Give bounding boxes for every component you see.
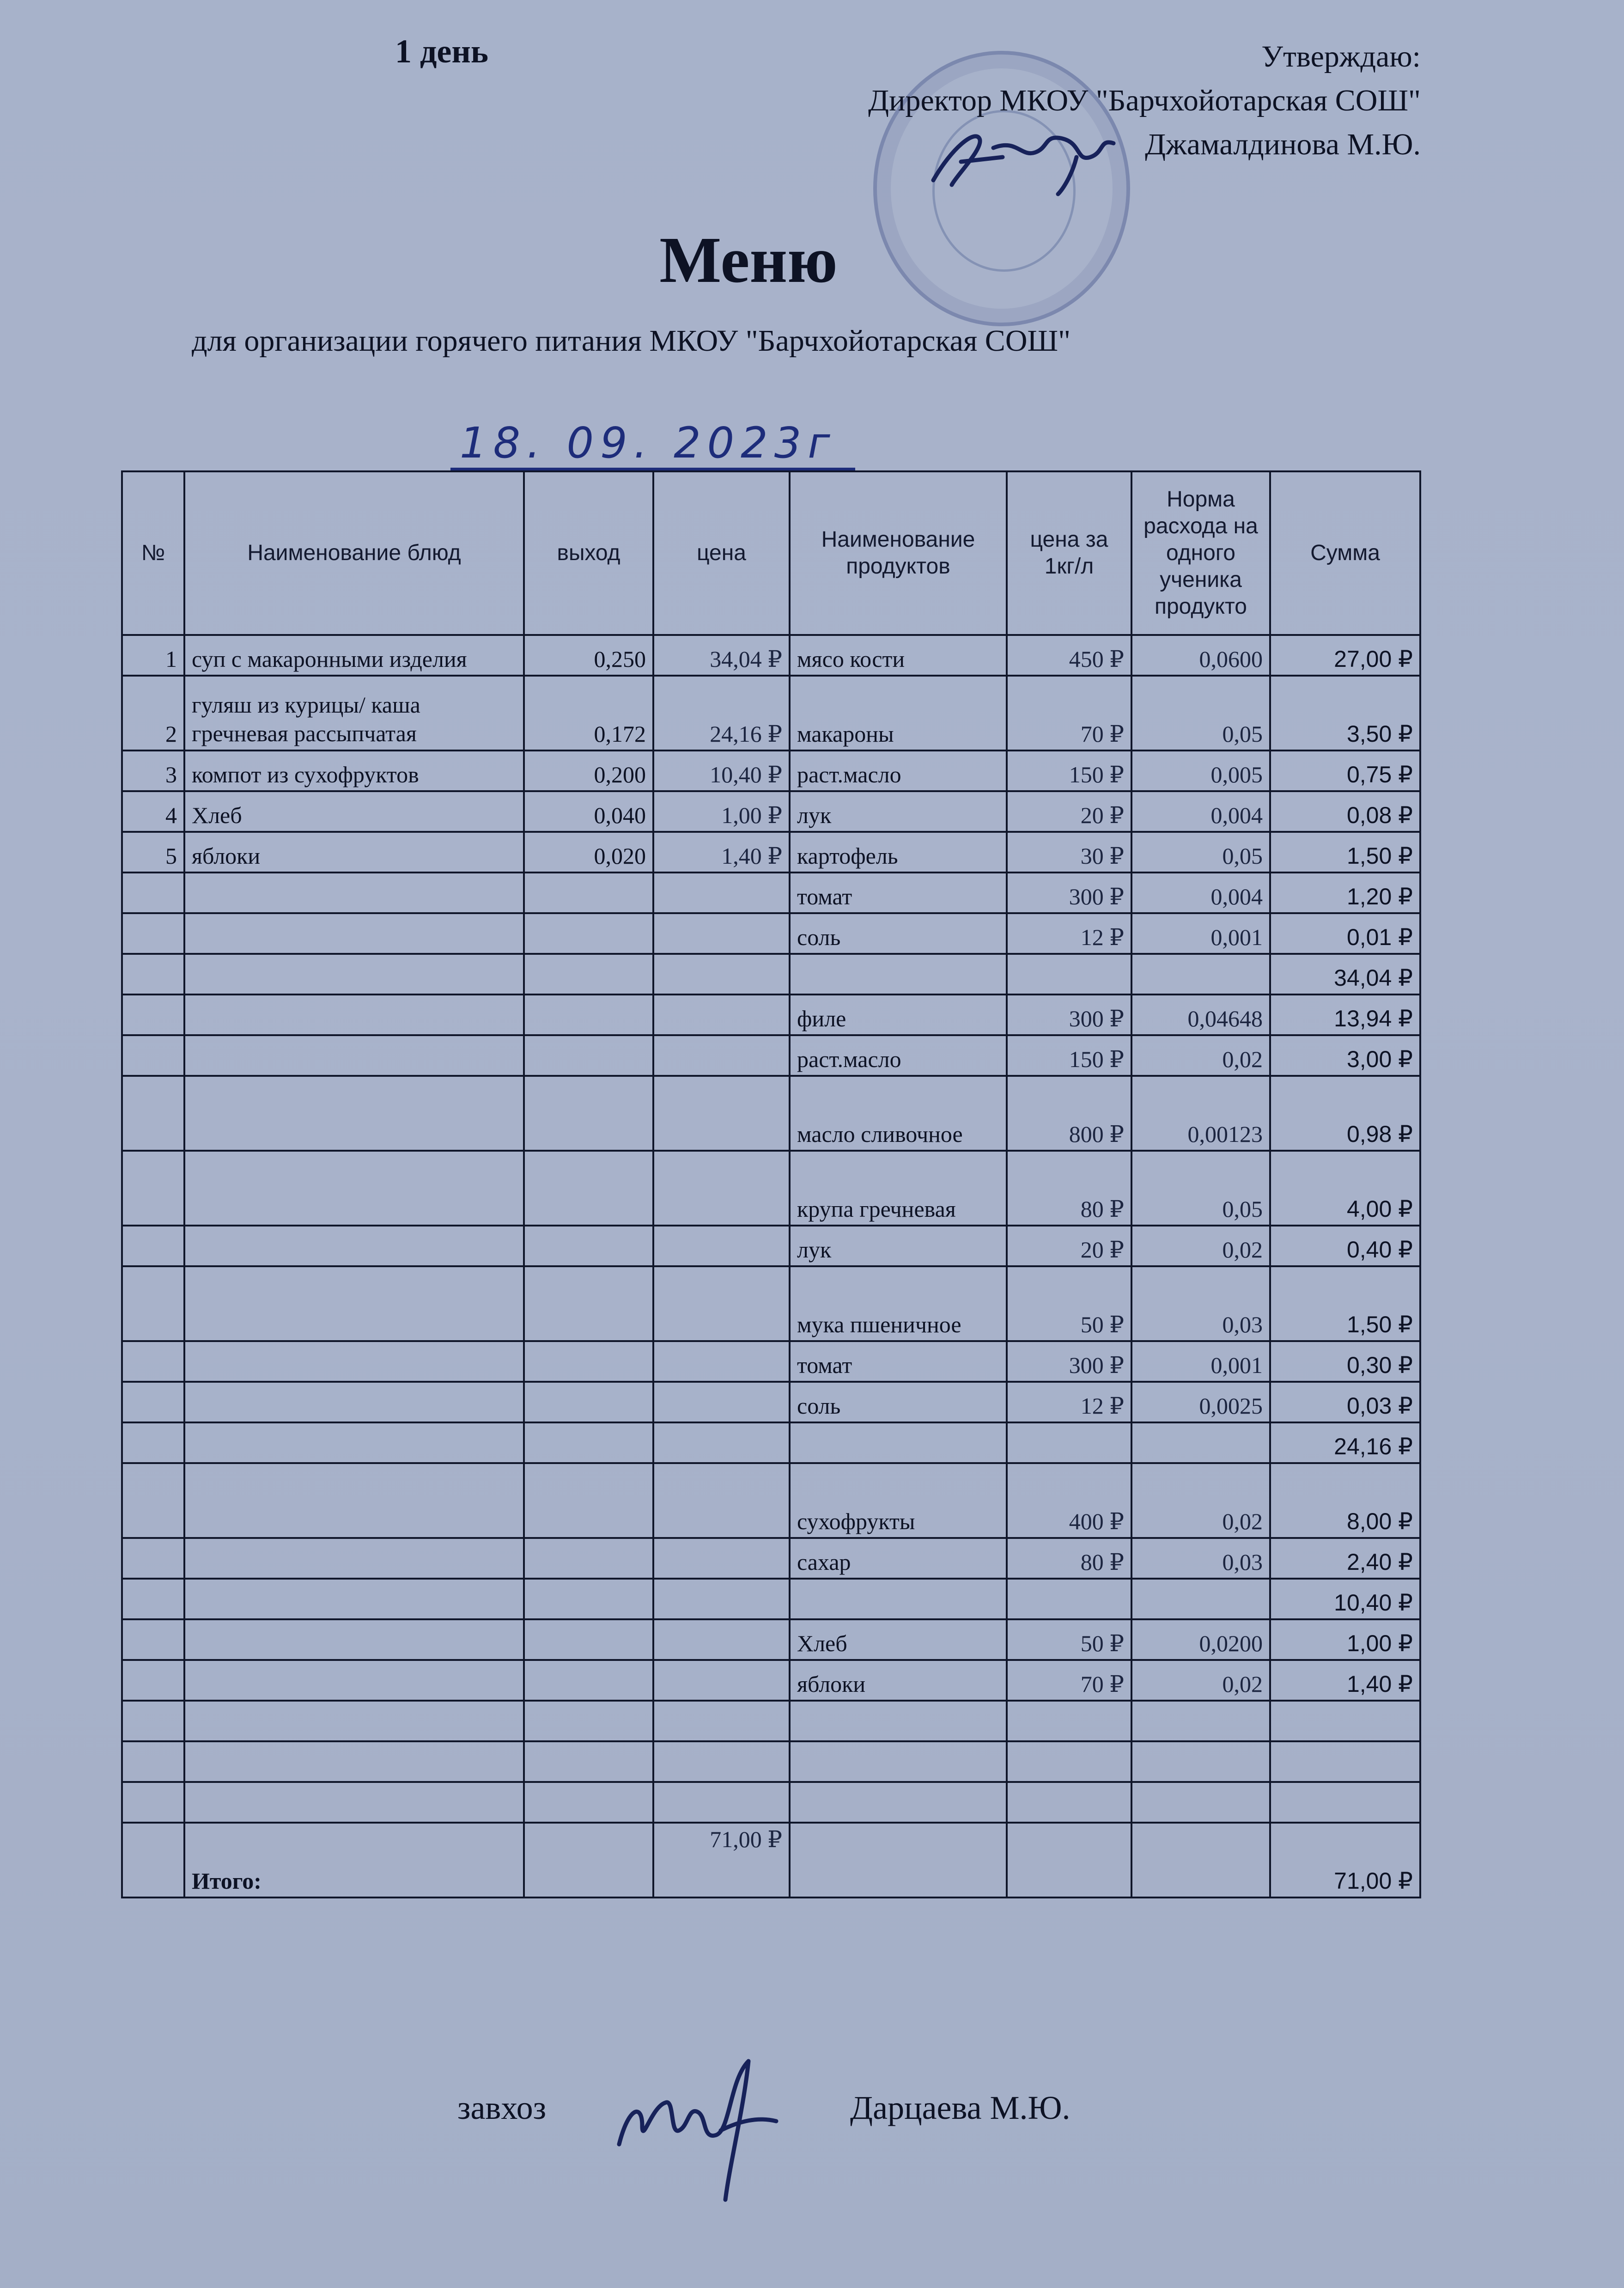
cell-dish: [184, 1619, 524, 1660]
table-row: [122, 1619, 1420, 1660]
approve-line: Директор МКОУ "Барчхойотарская СОШ": [868, 84, 1421, 117]
cell-num: [122, 1035, 184, 1076]
menu-table: [121, 470, 1421, 1898]
table-row: [122, 1382, 1420, 1422]
cell-norm: 0,001: [1131, 1341, 1270, 1382]
cell-price: [653, 1226, 790, 1266]
total-price: 71,00 ₽: [653, 1823, 790, 1898]
cell-sum: 24,16 ₽: [1270, 1422, 1420, 1463]
table-row: [122, 1076, 1420, 1151]
cell-unit-price: 300 ₽: [1007, 995, 1131, 1035]
cell-norm: 0,001: [1131, 913, 1270, 954]
cell-sum: 1,50 ₽: [1270, 1266, 1420, 1341]
table-row: [122, 1035, 1420, 1076]
total-sum: 71,00 ₽: [1270, 1823, 1420, 1898]
cell-product: крупа гречневая: [790, 1151, 1007, 1226]
cell-price: 1,40 ₽: [653, 832, 790, 872]
cell-norm: [1131, 1422, 1270, 1463]
table-row: [122, 1266, 1420, 1341]
cell-norm: 0,02: [1131, 1226, 1270, 1266]
cell-yield: 0,200: [524, 750, 653, 791]
table-header-row: [122, 471, 1420, 635]
cell-dish: [184, 1382, 524, 1422]
cell-product: лук: [790, 1226, 1007, 1266]
cell-price: [653, 1619, 790, 1660]
cell-norm: 0,004: [1131, 791, 1270, 832]
cell-unit-price: 12 ₽: [1007, 913, 1131, 954]
cell-dish: [184, 954, 524, 995]
cell-num: 2: [122, 676, 184, 750]
cell-sum: 0,08 ₽: [1270, 791, 1420, 832]
cell-dish: Хлеб: [184, 791, 524, 832]
cell-price: [653, 1701, 790, 1741]
cell-dish: [184, 1579, 524, 1619]
cell-dish: [184, 1701, 524, 1741]
cell-yield: [524, 1266, 653, 1341]
cell-unit-price: 12 ₽: [1007, 1382, 1131, 1422]
cell-dish: [184, 1782, 524, 1823]
page-title: Меню: [659, 223, 838, 296]
cell-product: [790, 1701, 1007, 1741]
cell-price: [653, 1076, 790, 1151]
cell-num: [122, 954, 184, 995]
director-signature: [924, 120, 1123, 199]
cell-sum: 27,00 ₽: [1270, 635, 1420, 676]
cell-num: [122, 1701, 184, 1741]
table-row: [122, 1151, 1420, 1226]
cell-unit-price: 70 ₽: [1007, 1660, 1131, 1701]
cell-dish: суп с макаронными изделия: [184, 635, 524, 676]
cell-yield: [524, 1226, 653, 1266]
total-row: [122, 1823, 1420, 1898]
total-cell: [1131, 1823, 1270, 1898]
cell-product: макароны: [790, 676, 1007, 750]
cell-price: [653, 1538, 790, 1579]
page-subtitle: для организации горячего питания МКОУ "Барчхойотарская СОШ": [192, 324, 1071, 358]
cell-price: 24,16 ₽: [653, 676, 790, 750]
cell-price: [653, 995, 790, 1035]
cell-num: [122, 1076, 184, 1151]
cell-product: сухофрукты: [790, 1463, 1007, 1538]
cell-sum: 1,00 ₽: [1270, 1619, 1420, 1660]
cell-yield: [524, 1422, 653, 1463]
cell-num: [122, 1741, 184, 1782]
cell-num: [122, 1266, 184, 1341]
cell-sum: [1270, 1782, 1420, 1823]
cell-unit-price: 800 ₽: [1007, 1076, 1131, 1151]
table-row: [122, 832, 1420, 872]
cell-product: раст.масло: [790, 750, 1007, 791]
approve-line: Джамалдинова М.Ю.: [1145, 128, 1421, 161]
footer-role: завхоз: [457, 2089, 547, 2126]
cell-unit-price: 80 ₽: [1007, 1151, 1131, 1226]
cell-unit-price: [1007, 1422, 1131, 1463]
cell-product: томат: [790, 1341, 1007, 1382]
cell-dish: [184, 1076, 524, 1151]
cell-num: [122, 1463, 184, 1538]
cell-norm: 0,0600: [1131, 635, 1270, 676]
total-label: Итого:: [184, 1823, 524, 1898]
cell-unit-price: 450 ₽: [1007, 635, 1131, 676]
cell-dish: [184, 995, 524, 1035]
cell-unit-price: 300 ₽: [1007, 1341, 1131, 1382]
cell-num: [122, 1538, 184, 1579]
cell-price: [653, 1035, 790, 1076]
table-row: [122, 1660, 1420, 1701]
cell-product: масло сливочное: [790, 1076, 1007, 1151]
table-row: [122, 676, 1420, 750]
header-num: №: [122, 471, 184, 635]
cell-unit-price: 300 ₽: [1007, 872, 1131, 913]
table-row: [122, 1741, 1420, 1782]
cell-unit-price: 80 ₽: [1007, 1538, 1131, 1579]
cell-unit-price: [1007, 954, 1131, 995]
cell-price: [653, 1151, 790, 1226]
cell-norm: 0,02: [1131, 1463, 1270, 1538]
cell-price: 10,40 ₽: [653, 750, 790, 791]
total-cell: [524, 1823, 653, 1898]
cell-product: Хлеб: [790, 1619, 1007, 1660]
cell-product: мука пшеничное: [790, 1266, 1007, 1341]
cell-price: 1,00 ₽: [653, 791, 790, 832]
cell-dish: [184, 1226, 524, 1266]
cell-product: томат: [790, 872, 1007, 913]
cell-product: филе: [790, 995, 1007, 1035]
table-row: [122, 1538, 1420, 1579]
cell-yield: [524, 913, 653, 954]
table-row: [122, 1422, 1420, 1463]
cell-yield: [524, 1382, 653, 1422]
cell-sum: 0,01 ₽: [1270, 913, 1420, 954]
cell-yield: [524, 1076, 653, 1151]
cell-dish: [184, 1035, 524, 1076]
cell-dish: [184, 1741, 524, 1782]
header-norm: Норма расхода на одного ученика продукто: [1131, 471, 1270, 635]
cell-num: [122, 1579, 184, 1619]
table-row: [122, 954, 1420, 995]
cell-product: соль: [790, 1382, 1007, 1422]
handwritten-date: 18. 09. 2023г: [450, 418, 855, 470]
cell-yield: [524, 1151, 653, 1226]
table-row: [122, 872, 1420, 913]
cell-norm: 0,04648: [1131, 995, 1270, 1035]
cell-num: [122, 913, 184, 954]
cell-dish: [184, 1422, 524, 1463]
cell-unit-price: 50 ₽: [1007, 1266, 1131, 1341]
cell-dish: [184, 872, 524, 913]
cell-product: сахар: [790, 1538, 1007, 1579]
header-yield: выход: [524, 471, 653, 635]
cell-sum: 2,40 ₽: [1270, 1538, 1420, 1579]
storekeeper-signature: [610, 2052, 785, 2204]
cell-unit-price: [1007, 1741, 1131, 1782]
cell-norm: 0,05: [1131, 832, 1270, 872]
cell-num: [122, 1226, 184, 1266]
cell-dish: [184, 1266, 524, 1341]
cell-num: [122, 995, 184, 1035]
cell-yield: [524, 1341, 653, 1382]
cell-yield: [524, 1741, 653, 1782]
footer-name: Дарцаева М.Ю.: [850, 2089, 1071, 2126]
header-unit-price: цена за 1кг/л: [1007, 471, 1131, 635]
cell-num: [122, 1151, 184, 1226]
day-label: 1 день: [395, 33, 488, 70]
cell-price: [653, 872, 790, 913]
cell-sum: 1,20 ₽: [1270, 872, 1420, 913]
cell-sum: 8,00 ₽: [1270, 1463, 1420, 1538]
cell-price: [653, 1382, 790, 1422]
cell-num: [122, 1382, 184, 1422]
table-row: [122, 1579, 1420, 1619]
cell-yield: [524, 1701, 653, 1741]
cell-price: [653, 1579, 790, 1619]
cell-product: [790, 1782, 1007, 1823]
cell-sum: 3,50 ₽: [1270, 676, 1420, 750]
cell-price: [653, 913, 790, 954]
cell-norm: [1131, 954, 1270, 995]
cell-product: соль: [790, 913, 1007, 954]
header-product: Наименование продуктов: [790, 471, 1007, 635]
cell-sum: [1270, 1701, 1420, 1741]
cell-price: [653, 1463, 790, 1538]
table-row: [122, 1701, 1420, 1741]
cell-sum: 4,00 ₽: [1270, 1151, 1420, 1226]
cell-price: [653, 1422, 790, 1463]
cell-dish: компот из сухофруктов: [184, 750, 524, 791]
cell-dish: [184, 1538, 524, 1579]
cell-product: [790, 1741, 1007, 1782]
cell-product: [790, 1422, 1007, 1463]
header-sum: Сумма: [1270, 471, 1420, 635]
table-row: [122, 995, 1420, 1035]
cell-yield: [524, 1538, 653, 1579]
table-row: [122, 1341, 1420, 1382]
cell-num: [122, 872, 184, 913]
table-row: [122, 750, 1420, 791]
cell-norm: 0,03: [1131, 1538, 1270, 1579]
cell-sum: 10,40 ₽: [1270, 1579, 1420, 1619]
cell-price: [653, 1782, 790, 1823]
cell-norm: [1131, 1782, 1270, 1823]
cell-product: яблоки: [790, 1660, 1007, 1701]
cell-num: 4: [122, 791, 184, 832]
cell-dish: [184, 1341, 524, 1382]
cell-sum: 3,00 ₽: [1270, 1035, 1420, 1076]
cell-price: [653, 1741, 790, 1782]
cell-yield: 0,250: [524, 635, 653, 676]
approve-line: Утверждаю:: [1261, 40, 1421, 73]
cell-yield: [524, 1579, 653, 1619]
cell-num: [122, 1619, 184, 1660]
total-cell: [1007, 1823, 1131, 1898]
cell-yield: 0,040: [524, 791, 653, 832]
cell-norm: 0,0200: [1131, 1619, 1270, 1660]
cell-unit-price: 20 ₽: [1007, 791, 1131, 832]
cell-norm: 0,005: [1131, 750, 1270, 791]
cell-unit-price: 150 ₽: [1007, 750, 1131, 791]
cell-yield: [524, 995, 653, 1035]
cell-norm: 0,03: [1131, 1266, 1270, 1341]
cell-price: [653, 1660, 790, 1701]
cell-norm: [1131, 1579, 1270, 1619]
cell-norm: 0,004: [1131, 872, 1270, 913]
cell-product: [790, 1579, 1007, 1619]
cell-num: 3: [122, 750, 184, 791]
cell-product: [790, 954, 1007, 995]
cell-dish: гуляш из курицы/ каша гречневая рассыпчатая: [184, 676, 524, 750]
cell-num: [122, 1782, 184, 1823]
table-row: [122, 635, 1420, 676]
cell-product: мясо кости: [790, 635, 1007, 676]
cell-yield: [524, 954, 653, 995]
cell-yield: [524, 1660, 653, 1701]
cell-dish: [184, 913, 524, 954]
cell-norm: [1131, 1741, 1270, 1782]
cell-norm: 0,05: [1131, 1151, 1270, 1226]
total-cell: [790, 1823, 1007, 1898]
cell-num: 1: [122, 635, 184, 676]
cell-sum: 0,03 ₽: [1270, 1382, 1420, 1422]
cell-norm: 0,05: [1131, 676, 1270, 750]
cell-price: 34,04 ₽: [653, 635, 790, 676]
cell-product: картофель: [790, 832, 1007, 872]
table-row: [122, 1782, 1420, 1823]
cell-sum: 1,50 ₽: [1270, 832, 1420, 872]
cell-price: [653, 1266, 790, 1341]
cell-dish: яблоки: [184, 832, 524, 872]
cell-unit-price: [1007, 1579, 1131, 1619]
cell-yield: [524, 1782, 653, 1823]
header-dish: Наименование блюд: [184, 471, 524, 635]
cell-product: лук: [790, 791, 1007, 832]
cell-num: [122, 1422, 184, 1463]
cell-sum: 13,94 ₽: [1270, 995, 1420, 1035]
table-row: [122, 1226, 1420, 1266]
cell-norm: 0,02: [1131, 1035, 1270, 1076]
cell-unit-price: 50 ₽: [1007, 1619, 1131, 1660]
cell-norm: 0,0025: [1131, 1382, 1270, 1422]
cell-unit-price: 70 ₽: [1007, 676, 1131, 750]
cell-unit-price: 20 ₽: [1007, 1226, 1131, 1266]
cell-yield: 0,020: [524, 832, 653, 872]
cell-norm: 0,00123: [1131, 1076, 1270, 1151]
cell-norm: [1131, 1701, 1270, 1741]
cell-sum: 0,40 ₽: [1270, 1226, 1420, 1266]
cell-price: [653, 1341, 790, 1382]
cell-unit-price: 400 ₽: [1007, 1463, 1131, 1538]
cell-num: [122, 1660, 184, 1701]
cell-yield: [524, 1619, 653, 1660]
cell-yield: [524, 872, 653, 913]
cell-sum: 0,98 ₽: [1270, 1076, 1420, 1151]
cell-sum: [1270, 1741, 1420, 1782]
table-row: [122, 791, 1420, 832]
cell-unit-price: 30 ₽: [1007, 832, 1131, 872]
cell-num: 5: [122, 832, 184, 872]
cell-dish: [184, 1463, 524, 1538]
cell-sum: 34,04 ₽: [1270, 954, 1420, 995]
cell-unit-price: 150 ₽: [1007, 1035, 1131, 1076]
cell-yield: [524, 1463, 653, 1538]
header-price: цена: [653, 471, 790, 635]
cell-sum: 0,30 ₽: [1270, 1341, 1420, 1382]
cell-product: раст.масло: [790, 1035, 1007, 1076]
table-row: [122, 1463, 1420, 1538]
cell-price: [653, 954, 790, 995]
cell-unit-price: [1007, 1782, 1131, 1823]
cell-yield: [524, 1035, 653, 1076]
total-cell: [122, 1823, 184, 1898]
cell-sum: 0,75 ₽: [1270, 750, 1420, 791]
cell-dish: [184, 1151, 524, 1226]
cell-yield: 0,172: [524, 676, 653, 750]
cell-sum: 1,40 ₽: [1270, 1660, 1420, 1701]
cell-num: [122, 1341, 184, 1382]
cell-norm: 0,02: [1131, 1660, 1270, 1701]
table-row: [122, 913, 1420, 954]
cell-unit-price: [1007, 1701, 1131, 1741]
cell-dish: [184, 1660, 524, 1701]
